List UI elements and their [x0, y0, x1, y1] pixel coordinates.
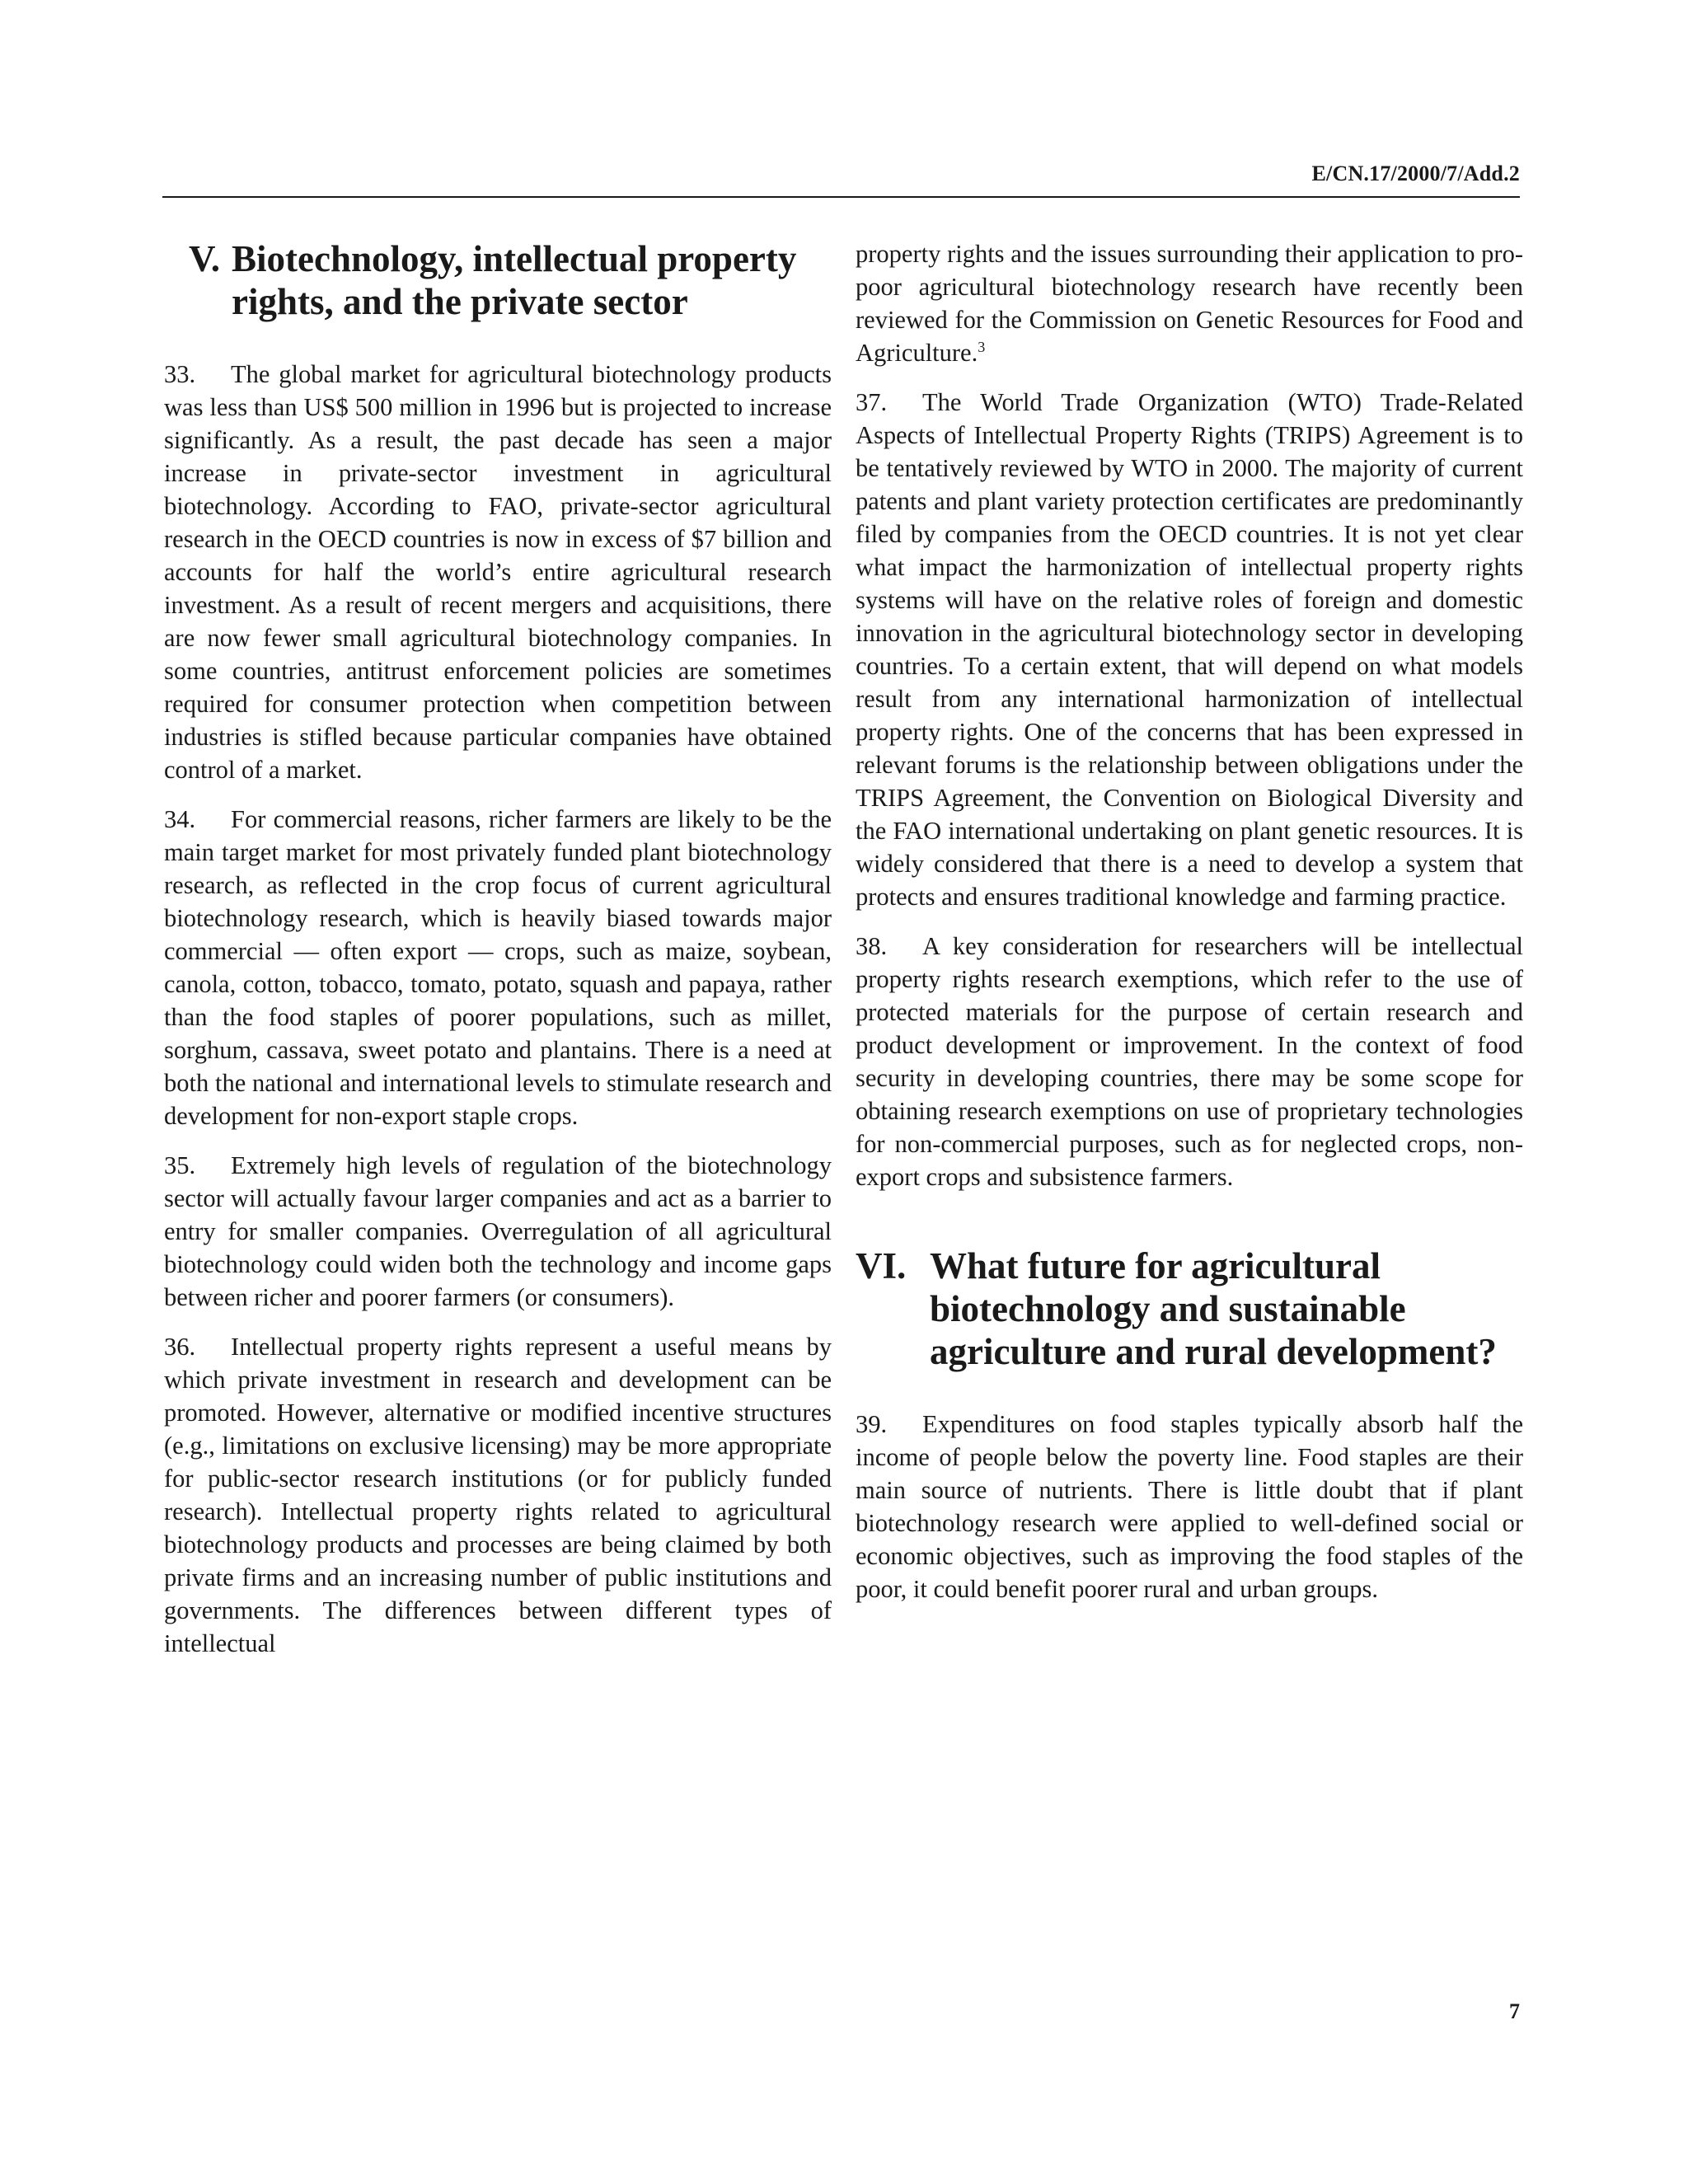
paragraph-text: The World Trade Organization (WTO) Trade-Related Aspects of Intellectual Property Rights (TRIPS) Agreement is to be tentatively reviewed by WTO in 2000. The majority of current patents and plant variety protection certificates are predominantly filed by companies from the OECD countries. It is not yet clear what impact the harmonization of intellectual property rights systems will have on the relative roles of foreign and domestic innovation in the agricultural biotechnology sector in developing countries. To a certain extent, that will depend on what models result from any international harmonization of intellectual property rights. One of the concerns that has been expressed in relevant forums is the relationship between obligations under the TRIPS Agreement, the Convention on Biological Diversity and the FAO international undertaking on plant genetic resources. It is widely considered that there is a need to develop a system that protects and ensures traditional knowledge and farming practice.	[856, 388, 1523, 911]
section-v-heading	[164, 237, 832, 323]
paragraph-number: 37.	[856, 388, 888, 416]
paragraph-number: 33.	[164, 360, 196, 388]
paragraph-text: Intellectual property rights represent a useful means by which private investment in research and development can be promoted. However, alternative or modified incentive structures (e.g., limitations on exclusive licensing) may be more appropriate for public-sector research institutions (or for publicly funded research). Intellectual property rights related to agricultural biotechnology products and processes are being claimed by both private firms and an increasing number of public institutions and governments. The differences between different types of intellectual	[164, 1333, 832, 1657]
paragraph-number: 34.	[164, 805, 196, 833]
page-number: 7	[1509, 1999, 1520, 2023]
paragraph-number: 39.	[856, 1410, 888, 1438]
paragraph-37	[856, 386, 1523, 913]
paragraph-35	[164, 1149, 832, 1314]
left-column	[164, 237, 832, 1676]
paragraph-text: For commercial reasons, richer farmers are likely to be the main target market for most privately funded plant biotechnology research, as reflected in the crop focus of current agricultural biotechnology research, which is heavily biased towards major commercial — often export — crops, such as maize, soybean, canola, cotton, tobacco, tomato, potato, squash and papaya, rather than the food staples of poorer populations, such as millet, sorghum, cassava, sweet potato and plantains. There is a need at both the national and international levels to stimulate research and development for non-export staple crops.	[164, 805, 832, 1130]
section-vi-title: What future for agricultural biotechnology and sustainable agriculture and rural development?	[930, 1245, 1497, 1372]
paragraph-text: The global market for agricultural biotechnology products was less than US$ 500 million in 1996 but is projected to increase significantly. As a result, the past decade has seen a major increase in private-sector investment in agricultural biotechnology. According to FAO, private-sector agricultural research in the OECD countries is now in excess of $7 billion and accounts for half the world’s entire agricultural research investment. As a result of recent mergers and acquisitions, there are now fewer small agricultural biotechnology companies. In some countries, antitrust enforcement policies are sometimes required for consumer protection when competition between industries is stifled because particular companies have obtained control of a market.	[164, 360, 832, 784]
paragraph-36-continued	[856, 237, 1523, 369]
paragraph-36	[164, 1330, 832, 1660]
section-v-number: V.	[189, 238, 220, 279]
paragraph-number: 35.	[164, 1151, 196, 1179]
section-v-title: Biotechnology, intellectual property rights, and the private sector	[232, 238, 797, 322]
paragraph-number: 38.	[856, 932, 888, 960]
footnote-reference[interactable]: 3	[978, 338, 986, 355]
paragraph-text: Expenditures on food staples typically absorb half the income of people below the poverty line. Food staples are their main source of nutrients. There is little doubt that if plant biotechnology research were applied to well-defined social or economic objectives, such as improving the food staples of the poor, it could benefit poorer rural and urban groups.	[856, 1410, 1523, 1603]
paragraph-34	[164, 803, 832, 1132]
paragraph-text: Extremely high levels of regulation of the biotechnology sector will actually favour larger companies and act as a barrier to entry for smaller companies. Overregulation of all agricultural biotechnology could widen both the technology and income gaps between richer and poorer farmers (or consumers).	[164, 1151, 832, 1311]
paragraph-number: 36.	[164, 1333, 196, 1361]
section-vi-number: VI.	[856, 1245, 907, 1286]
paragraph-39	[856, 1408, 1523, 1605]
header-rule	[162, 196, 1520, 198]
document-symbol: E/CN.17/2000/7/Add.2	[1311, 162, 1520, 185]
right-column	[856, 237, 1523, 1622]
paragraph-33	[164, 358, 832, 786]
paragraph-text: property rights and the issues surrounding their application to pro-poor agricultural biotechnology research have recently been reviewed for the Commission on Genetic Resources for Food and Agriculture.	[856, 240, 1523, 367]
section-vi-heading	[856, 1244, 1523, 1373]
paragraph-text: A key consideration for researchers will be intellectual property rights research exemptions, which refer to the use of protected materials for the purpose of certain research and product development or improvement. In the context of food security in developing countries, there may be some scope for obtaining research exemptions on use of proprietary technologies for non-commercial purposes, such as for neglected crops, non-export crops and subsistence farmers.	[856, 932, 1523, 1191]
paragraph-38	[856, 930, 1523, 1193]
